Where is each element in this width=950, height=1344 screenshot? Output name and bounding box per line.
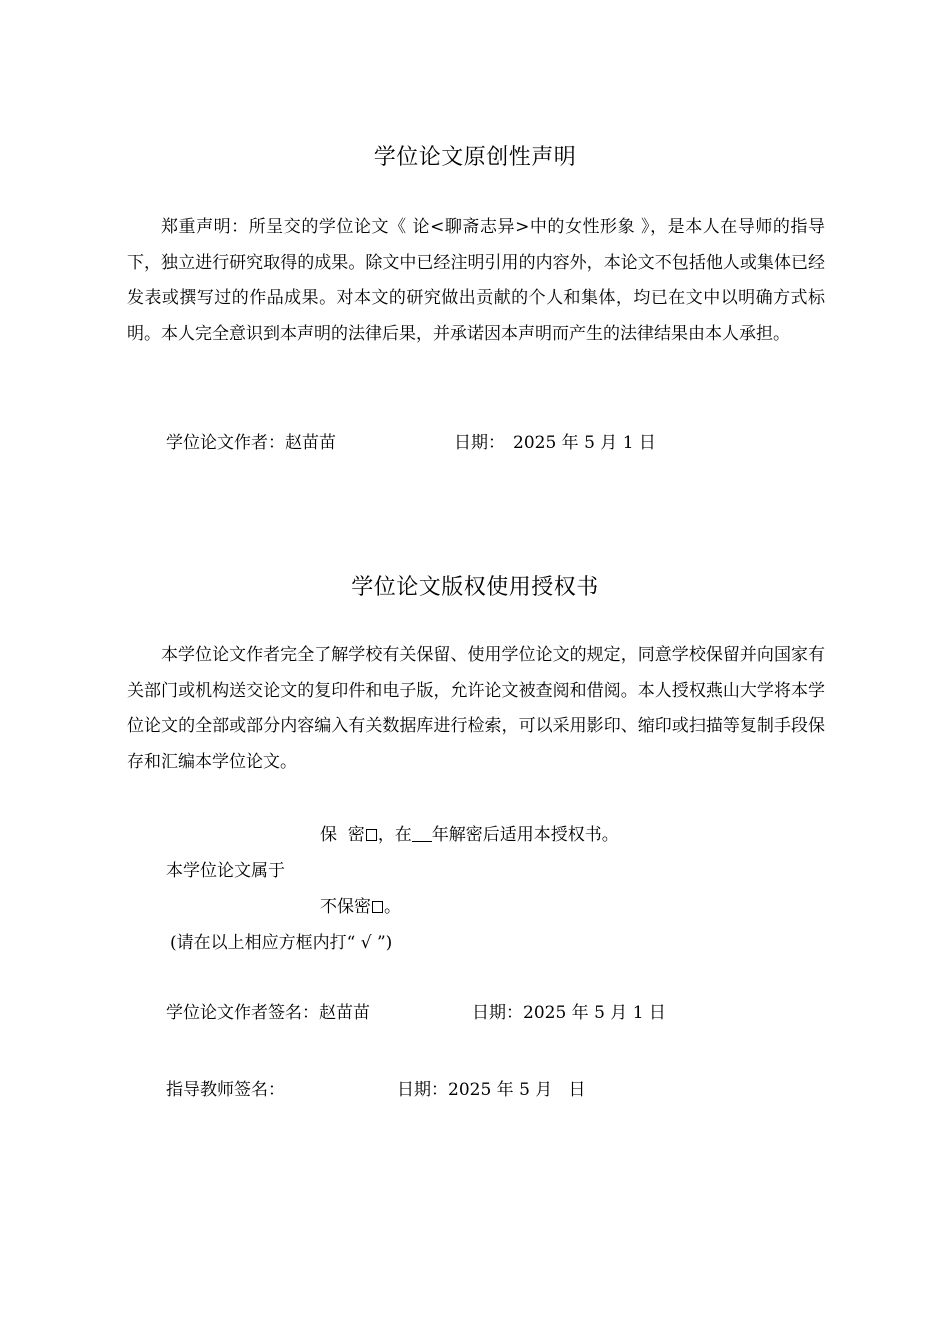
belongs-label: 本学位论文属于 — [166, 861, 285, 881]
secret-mid: ，在 — [377, 825, 412, 845]
instruction-text: (请在以上相应方框内打“ √ ”) — [170, 933, 393, 953]
originality-author-label: 学位论文作者： — [166, 433, 285, 453]
originality-date-label: 日期： — [454, 433, 505, 453]
secret-years-blank[interactable] — [412, 827, 432, 842]
originality-author-line — [166, 428, 336, 453]
author-date-line — [472, 998, 666, 1023]
instruction-line — [170, 928, 392, 953]
originality-title: 学位论文原创性声明 — [373, 145, 577, 170]
author-sign-label: 学位论文作者签名： — [166, 1003, 319, 1023]
originality-body: 郑重声明：所呈交的学位论文《 论<聊斋志异>中的女性形象 》，是本人在导师的指导下，独立进行研究取得的成果。除文中已经注明引用的内容外，本论文不包括他人或集体已经发表或撰写过的作品成果。对本文的研究做出贡献的个人和集体，均已在文中以明确方式标明。本人完全意识到本声明的法律后果，并承诺因本声明而产生的法律结果由本人承担。 — [127, 217, 825, 344]
advisor-sign-label: 指导教师签名： — [166, 1080, 285, 1100]
belongs-line — [166, 856, 285, 881]
originality-author-name: 赵苗苗 — [285, 433, 336, 453]
secret-label: 保 密 — [320, 825, 365, 845]
authorization-body: 本学位论文作者完全了解学校有关保留、使用学位论文的规定，同意学校保留并向国家有关部门或机构送交论文的复印件和电子版，允许论文被查阅和借阅。本人授权燕山大学将本学位论文的全部或部分内容编入有关数据库进行检索，可以采用影印、缩印或扫描等复制手段保存和汇编本学位论文。 — [127, 645, 825, 772]
nonsecret-tail: 。 — [384, 897, 401, 917]
secret-option-line — [320, 820, 619, 845]
originality-date-line — [454, 428, 656, 453]
author-sign-name: 赵苗苗 — [319, 1003, 370, 1023]
advisor-date-label: 日期： — [397, 1080, 448, 1100]
author-date-label: 日期： — [472, 1003, 523, 1023]
secret-tail: 年解密后适用本授权书。 — [431, 825, 619, 845]
advisor-sign-line — [166, 1075, 285, 1100]
nonsecret-checkbox[interactable] — [372, 901, 383, 913]
nonsecret-label: 不保密 — [320, 897, 371, 917]
nonsecret-option-line — [320, 892, 401, 917]
authorization-title: 学位论文版权使用授权书 — [351, 575, 599, 600]
secret-checkbox[interactable] — [366, 829, 377, 841]
advisor-date-line — [397, 1075, 586, 1100]
advisor-date-value: 2025 年 5 月 日 — [448, 1080, 586, 1100]
author-sign-line — [166, 998, 370, 1023]
originality-date-value: 2025 年 5 月 1 日 — [513, 433, 656, 453]
author-date-value: 2025 年 5 月 1 日 — [523, 1003, 666, 1023]
